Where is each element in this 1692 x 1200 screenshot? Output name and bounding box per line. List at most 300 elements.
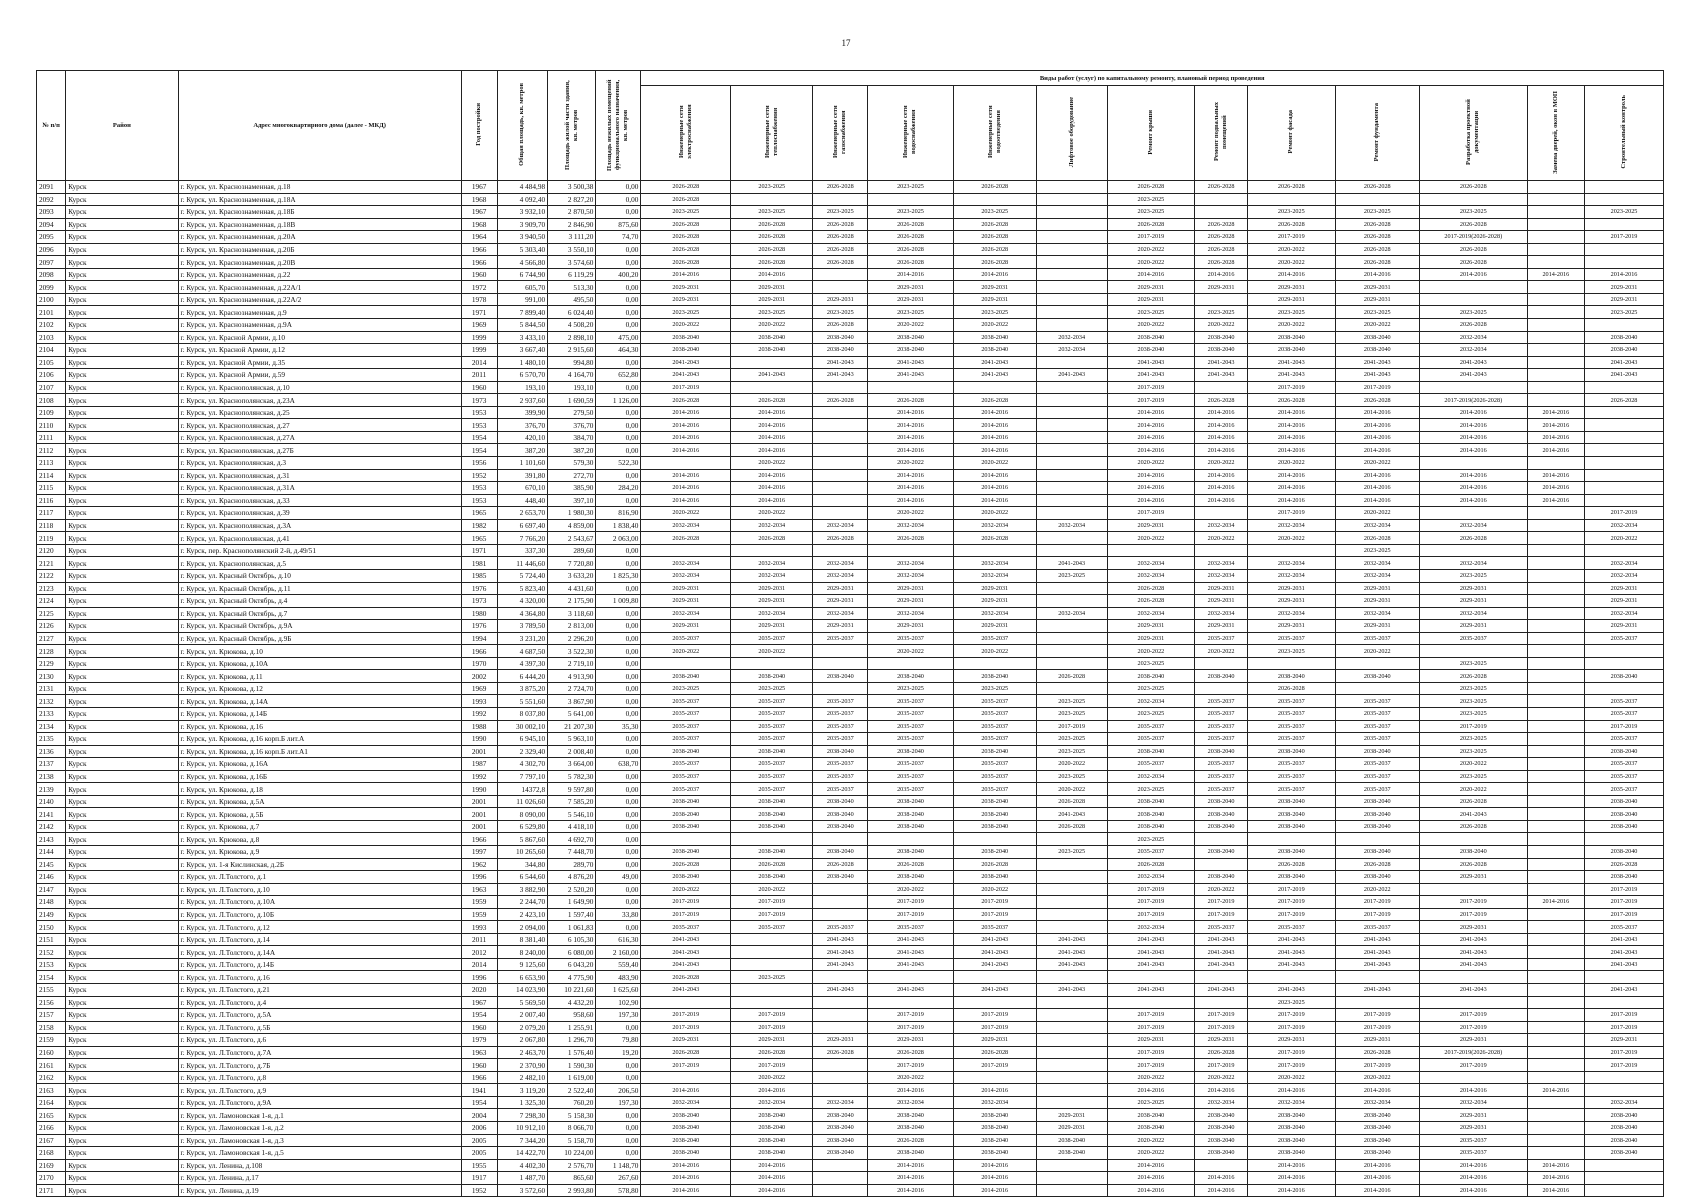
cell-year: 1953: [461, 482, 497, 495]
cell-year: 1968: [461, 218, 497, 231]
cell-living-area: 5 641,00: [548, 707, 596, 720]
cell-work-period: 2038-2040: [731, 745, 813, 758]
cell-work-period: 2029-2031: [1335, 293, 1419, 306]
cell-work-period: 2035-2037: [1195, 733, 1248, 746]
cell-work-period: [1527, 381, 1584, 394]
cell-work-period: 2023-2025: [1107, 833, 1195, 846]
cell-total-area: 5 844,50: [497, 319, 548, 332]
cell-no: 2153: [37, 958, 66, 971]
cell-work-period: [1036, 544, 1107, 557]
cell-work-period: 2017-2019: [1247, 1009, 1335, 1022]
cell-year: 1959: [461, 908, 497, 921]
cell-work-period: 2020-2022: [1195, 319, 1248, 332]
cell-work-period: 2017-2019: [1419, 896, 1527, 909]
table-row: [37, 971, 1664, 984]
cell-work-period: 2017-2019: [641, 1021, 731, 1034]
cell-work-period: [1036, 507, 1107, 520]
cell-work-period: 2029-2031: [868, 595, 953, 608]
cell-district: Курск: [66, 193, 178, 206]
cell-work-period: 2038-2040: [1585, 1134, 1664, 1147]
cell-work-period: [1527, 256, 1584, 269]
cell-total-area: 6 570,70: [497, 369, 548, 382]
cell-work-period: 2035-2037: [953, 770, 1036, 783]
cell-nonres-area: 0,00: [596, 620, 641, 633]
cell-work-period: 2035-2037: [1195, 921, 1248, 934]
table-row: [37, 482, 1664, 495]
cell-work-period: 2020-2022: [1247, 532, 1335, 545]
cell-work-period: [1036, 193, 1107, 206]
cell-work-period: [1335, 657, 1419, 670]
cell-work-period: 2038-2040: [1335, 871, 1419, 884]
cell-work-period: [1036, 457, 1107, 470]
cell-work-period: 2029-2031: [1107, 281, 1195, 294]
cell-work-period: 2017-2019: [1419, 1021, 1527, 1034]
cell-work-period: 2029-2031: [1107, 632, 1195, 645]
cell-work-period: [813, 645, 868, 658]
cell-work-period: 2038-2040: [641, 331, 731, 344]
cell-address: г. Курск, ул. Крюкова, д.8: [178, 833, 461, 846]
cell-work-period: 2038-2040: [731, 1122, 813, 1135]
cell-work-period: 2032-2034: [1107, 695, 1195, 708]
cell-work-period: 2038-2040: [1195, 795, 1248, 808]
cell-nonres-area: 197,30: [596, 1096, 641, 1109]
cell-address: г. Курск, ул. Ленина, д.19: [178, 1184, 461, 1197]
cell-address: г. Курск, ул. Краснополянская, д.3А: [178, 519, 461, 532]
cell-work-period: 2029-2031: [1247, 582, 1335, 595]
cell-work-period: 2014-2016: [868, 1184, 953, 1197]
cell-work-period: [1036, 858, 1107, 871]
cell-work-period: 2017-2019: [1585, 720, 1664, 733]
cell-district: Курск: [66, 1009, 178, 1022]
cell-no: 2136: [37, 745, 66, 758]
cell-work-period: 2041-2043: [1036, 369, 1107, 382]
cell-work-period: 2041-2043: [1247, 356, 1335, 369]
cell-work-period: [953, 971, 1036, 984]
cell-work-period: 2029-2031: [731, 293, 813, 306]
cell-work-period: 2035-2037: [1195, 707, 1248, 720]
cell-work-period: 2026-2028: [1585, 394, 1664, 407]
cell-work-period: 2032-2034: [1107, 557, 1195, 570]
cell-total-area: 3 119,20: [497, 1084, 548, 1097]
cell-year: 1980: [461, 607, 497, 620]
cell-work-period: 2026-2028: [813, 243, 868, 256]
cell-year: 1966: [461, 1071, 497, 1084]
cell-work-period: 2014-2016: [868, 419, 953, 432]
cell-work-period: [868, 833, 953, 846]
cell-work-period: 2020-2022: [868, 645, 953, 658]
cell-work-period: 2014-2016: [953, 482, 1036, 495]
cell-year: 2011: [461, 369, 497, 382]
cell-work-period: 2038-2040: [1107, 1122, 1195, 1135]
cell-work-period: [1527, 1071, 1584, 1084]
cell-work-period: [1195, 507, 1248, 520]
cell-work-period: 2029-2031: [868, 582, 953, 595]
cell-work-period: [1527, 1096, 1584, 1109]
cell-work-period: 2023-2025: [641, 682, 731, 695]
cell-work-period: 2026-2028: [1036, 820, 1107, 833]
cell-work-period: [1527, 958, 1584, 971]
cell-work-period: 2017-2019: [1247, 908, 1335, 921]
cell-address: г. Курск, ул. Крюкова, д.14А: [178, 695, 461, 708]
cell-living-area: 397,10: [548, 494, 596, 507]
cell-work-period: 2035-2037: [813, 707, 868, 720]
cell-total-area: 6 544,60: [497, 871, 548, 884]
cell-work-period: 2041-2043: [1335, 984, 1419, 997]
cell-work-period: 2017-2019: [953, 1009, 1036, 1022]
cell-no: 2165: [37, 1109, 66, 1122]
table-row: [37, 331, 1664, 344]
cell-work-period: 2041-2043: [641, 946, 731, 959]
cell-work-period: 2023-2025: [1419, 733, 1527, 746]
cell-work-period: [731, 958, 813, 971]
cell-work-period: 2032-2034: [1195, 607, 1248, 620]
col-header-no: № п/п: [37, 71, 66, 181]
cell-work-period: 2038-2040: [1107, 808, 1195, 821]
cell-work-period: 2035-2037: [731, 707, 813, 720]
cell-total-area: 4 566,80: [497, 256, 548, 269]
cell-work-period: [1195, 381, 1248, 394]
cell-work-period: 2023-2025: [1585, 206, 1664, 219]
table-row: [37, 1021, 1664, 1034]
cell-work-period: [813, 1159, 868, 1172]
cell-nonres-area: 616,30: [596, 933, 641, 946]
cell-work-period: 2014-2016: [1247, 469, 1335, 482]
cell-work-period: [1527, 1134, 1584, 1147]
cell-work-period: 2014-2016: [641, 268, 731, 281]
cell-no: 2144: [37, 845, 66, 858]
cell-work-period: 2041-2043: [1585, 356, 1664, 369]
cell-work-period: 2029-2031: [641, 620, 731, 633]
cell-no: 2110: [37, 419, 66, 432]
cell-work-period: [1527, 218, 1584, 231]
cell-work-period: 2041-2043: [953, 356, 1036, 369]
cell-work-period: 2032-2034: [1195, 519, 1248, 532]
cell-work-period: 2017-2019: [1247, 1021, 1335, 1034]
cell-no: 2116: [37, 494, 66, 507]
cell-total-area: 14 023,90: [497, 984, 548, 997]
cell-work-period: 2014-2016: [1247, 1172, 1335, 1185]
cell-work-period: 2035-2037: [1195, 770, 1248, 783]
cell-no: 2121: [37, 557, 66, 570]
cell-no: 2092: [37, 193, 66, 206]
cell-work-period: 2041-2043: [1247, 369, 1335, 382]
cell-nonres-area: 49,00: [596, 871, 641, 884]
cell-work-period: 2014-2016: [1527, 431, 1584, 444]
cell-work-period: 2020-2022: [1195, 532, 1248, 545]
cell-work-period: 2038-2040: [641, 745, 731, 758]
cell-work-period: 2014-2016: [868, 431, 953, 444]
table-row: [37, 1159, 1664, 1172]
cell-work-period: 2035-2037: [1195, 783, 1248, 796]
table-row: [37, 833, 1664, 846]
cell-work-period: 2014-2016: [953, 1184, 1036, 1197]
cell-work-period: 2017-2019: [1585, 231, 1664, 244]
cell-work-period: 2032-2034: [1107, 770, 1195, 783]
cell-work-period: 2023-2025: [1247, 645, 1335, 658]
table-row: [37, 231, 1664, 244]
cell-work-period: 2023-2025: [731, 181, 813, 194]
cell-address: г. Курск, ул. Краснополянская, д.23А: [178, 394, 461, 407]
cell-work-period: 2023-2025: [1335, 544, 1419, 557]
cell-work-period: 2035-2037: [1195, 632, 1248, 645]
cell-work-period: [1527, 984, 1584, 997]
cell-work-period: 2041-2043: [1036, 808, 1107, 821]
cell-work-period: 2035-2037: [868, 733, 953, 746]
cell-work-period: 2038-2040: [1195, 745, 1248, 758]
cell-total-area: 2 370,90: [497, 1059, 548, 1072]
cell-total-area: 2 653,70: [497, 507, 548, 520]
cell-address: г. Курск, ул. Л.Толстого, д.14Б: [178, 958, 461, 971]
cell-work-period: 2035-2037: [953, 707, 1036, 720]
cell-living-area: 2 719,10: [548, 657, 596, 670]
table-row: [37, 996, 1664, 1009]
cell-year: 2001: [461, 795, 497, 808]
cell-work-period: [1036, 632, 1107, 645]
cell-address: г. Курск, ул. Красный Октябрь, д.11: [178, 582, 461, 595]
cell-total-area: 376,70: [497, 419, 548, 432]
cell-nonres-area: 1 009,80: [596, 595, 641, 608]
cell-work-period: 2023-2025: [868, 682, 953, 695]
cell-work-period: 2020-2022: [1335, 645, 1419, 658]
cell-total-area: 10 912,10: [497, 1122, 548, 1135]
cell-living-area: 3 111,20: [548, 231, 596, 244]
table-row: [37, 733, 1664, 746]
cell-work-period: 2020-2022: [1107, 1147, 1195, 1160]
cell-work-period: 2029-2031: [1419, 620, 1527, 633]
table-row: [37, 933, 1664, 946]
cell-work-period: 2035-2037: [953, 758, 1036, 771]
cell-work-period: 2014-2016: [641, 482, 731, 495]
cell-work-period: [1527, 1046, 1584, 1059]
cell-work-period: [1527, 344, 1584, 357]
cell-work-period: 2014-2016: [1247, 482, 1335, 495]
cell-no: 2166: [37, 1122, 66, 1135]
cell-work-period: [1036, 896, 1107, 909]
cell-total-area: 3 875,20: [497, 682, 548, 695]
cell-work-period: 2017-2019: [1195, 1021, 1248, 1034]
table-row: [37, 1046, 1664, 1059]
cell-work-period: [1527, 883, 1584, 896]
cell-work-period: 2014-2016: [1335, 469, 1419, 482]
cell-address: г. Курск, ул. Л.Толстого, д.5Б: [178, 1021, 461, 1034]
cell-no: 2107: [37, 381, 66, 394]
cell-total-area: 1 487,70: [497, 1172, 548, 1185]
cell-work-period: [1036, 532, 1107, 545]
cell-work-period: [1247, 971, 1335, 984]
cell-district: Курск: [66, 181, 178, 194]
cell-work-period: [1335, 682, 1419, 695]
cell-nonres-area: 0,00: [596, 808, 641, 821]
cell-work-period: 2023-2025: [1419, 306, 1527, 319]
cell-work-period: [1527, 632, 1584, 645]
cell-living-area: 2 520,20: [548, 883, 596, 896]
cell-work-period: 2029-2031: [1335, 281, 1419, 294]
cell-work-period: 2017-2019: [1195, 908, 1248, 921]
cell-work-period: 2014-2016: [1247, 494, 1335, 507]
cell-work-period: 2017-2019: [1585, 1046, 1664, 1059]
cell-work-period: [1419, 833, 1527, 846]
cell-district: Курск: [66, 620, 178, 633]
cell-work-period: 2026-2028: [1335, 231, 1419, 244]
cell-work-period: [1585, 494, 1664, 507]
cell-total-area: 2 007,40: [497, 1009, 548, 1022]
cell-district: Курск: [66, 482, 178, 495]
cell-work-period: [1527, 1021, 1584, 1034]
cell-work-period: [1527, 193, 1584, 206]
cell-work-period: [1335, 833, 1419, 846]
cell-district: Курск: [66, 469, 178, 482]
cell-work-period: 2020-2022: [1107, 256, 1195, 269]
cell-work-period: 2026-2028: [1195, 181, 1248, 194]
cell-work-period: 2014-2016: [1107, 268, 1195, 281]
cell-work-period: 2023-2025: [1419, 770, 1527, 783]
cell-work-period: [1527, 1009, 1584, 1022]
cell-work-period: [1036, 306, 1107, 319]
cell-living-area: 3 500,38: [548, 181, 596, 194]
cell-work-period: 2038-2040: [1335, 670, 1419, 683]
cell-work-period: [1335, 193, 1419, 206]
cell-year: 1994: [461, 632, 497, 645]
cell-work-period: 2017-2019: [1107, 381, 1195, 394]
cell-year: 1966: [461, 833, 497, 846]
cell-work-period: 2017-2019: [1107, 883, 1195, 896]
cell-work-period: 2017-2019: [1585, 1059, 1664, 1072]
cell-work-period: 2020-2022: [868, 1071, 953, 1084]
cell-total-area: 2 482,10: [497, 1071, 548, 1084]
cell-year: 1960: [461, 1021, 497, 1034]
cell-work-period: [1527, 858, 1584, 871]
cell-address: г. Курск, ул. Л.Толстого, д.10А: [178, 896, 461, 909]
cell-district: Курск: [66, 394, 178, 407]
cell-work-period: 2023-2025: [868, 306, 953, 319]
cell-work-period: 2026-2028: [1195, 218, 1248, 231]
cell-work-period: [1527, 595, 1584, 608]
cell-work-period: 2029-2031: [1335, 1034, 1419, 1047]
cell-work-period: 2029-2031: [641, 595, 731, 608]
cell-work-period: 2023-2025: [1247, 206, 1335, 219]
cell-work-period: 2038-2040: [1335, 745, 1419, 758]
cell-address: г. Курск, ул. Л.Толстого, д.7Б: [178, 1059, 461, 1072]
cell-no: 2142: [37, 820, 66, 833]
cell-living-area: 3 574,60: [548, 256, 596, 269]
table-row: [37, 206, 1664, 219]
cell-work-period: 2017-2019: [1419, 1059, 1527, 1072]
cell-work-period: 2032-2034: [1585, 519, 1664, 532]
cell-work-period: 2032-2034: [813, 607, 868, 620]
cell-work-period: 2020-2022: [1195, 883, 1248, 896]
table-row: [37, 645, 1664, 658]
cell-work-period: 2038-2040: [868, 808, 953, 821]
cell-total-area: 2 423,10: [497, 908, 548, 921]
cell-district: Курск: [66, 218, 178, 231]
cell-work-period: 2029-2031: [1247, 620, 1335, 633]
cell-work-period: 2014-2016: [868, 268, 953, 281]
cell-work-period: 2017-2019: [641, 1009, 731, 1022]
cell-work-period: [1036, 419, 1107, 432]
cell-no: 2122: [37, 569, 66, 582]
cell-work-period: 2038-2040: [1335, 1122, 1419, 1135]
cell-work-period: [1247, 544, 1335, 557]
cell-work-period: 2035-2037: [813, 720, 868, 733]
cell-work-period: 2041-2043: [1107, 356, 1195, 369]
cell-work-period: 2014-2016: [641, 1084, 731, 1097]
cell-work-period: 2023-2025: [1107, 783, 1195, 796]
cell-no: 2163: [37, 1084, 66, 1097]
cell-work-period: [1585, 1159, 1664, 1172]
cell-district: Курск: [66, 720, 178, 733]
cell-work-period: 2023-2025: [1036, 707, 1107, 720]
cell-address: г. Курск, ул. Л.Толстого, д.8: [178, 1071, 461, 1084]
cell-living-area: 1 619,00: [548, 1071, 596, 1084]
cell-work-period: 2014-2016: [1195, 469, 1248, 482]
cell-nonres-area: 284,20: [596, 482, 641, 495]
cell-work-period: 2038-2040: [1585, 1109, 1664, 1122]
table-row: [37, 770, 1664, 783]
cell-work-period: 2014-2016: [1419, 482, 1527, 495]
col-header-nonres-area: Площадь нежилых помещений функционального назначения, кв. метров: [596, 71, 641, 181]
cell-total-area: 6 529,80: [497, 820, 548, 833]
cell-work-period: 2029-2031: [868, 281, 953, 294]
cell-total-area: 30 002,10: [497, 720, 548, 733]
cell-district: Курск: [66, 331, 178, 344]
cell-work-period: [1419, 996, 1527, 1009]
cell-year: 2005: [461, 1147, 497, 1160]
cell-work-period: [1527, 620, 1584, 633]
cell-year: 2002: [461, 670, 497, 683]
cell-work-period: 2041-2043: [1107, 369, 1195, 382]
cell-total-area: 4 402,30: [497, 1159, 548, 1172]
cell-total-area: 8 381,40: [497, 933, 548, 946]
cell-address: г. Курск, ул. Краснополянская, д.25: [178, 406, 461, 419]
cell-district: Курск: [66, 783, 178, 796]
cell-no: 2093: [37, 206, 66, 219]
page-number: 17: [841, 38, 851, 48]
cell-no: 2101: [37, 306, 66, 319]
table-row: [37, 620, 1664, 633]
cell-nonres-area: 0,00: [596, 645, 641, 658]
cell-no: 2149: [37, 908, 66, 921]
cell-work-period: [1036, 381, 1107, 394]
cell-work-period: 2032-2034: [1036, 331, 1107, 344]
cell-work-period: [731, 946, 813, 959]
cell-living-area: 8 066,70: [548, 1122, 596, 1135]
cell-living-area: 3 633,20: [548, 569, 596, 582]
cell-work-period: 2032-2034: [1585, 557, 1664, 570]
cell-work-period: 2032-2034: [1585, 607, 1664, 620]
cell-nonres-area: 0,00: [596, 1109, 641, 1122]
cell-nonres-area: 0,00: [596, 607, 641, 620]
cell-nonres-area: 0,00: [596, 494, 641, 507]
cell-work-period: 2014-2016: [1195, 1084, 1248, 1097]
cell-work-period: 2014-2016: [868, 469, 953, 482]
cell-work-period: [1036, 231, 1107, 244]
cell-work-period: [1527, 319, 1584, 332]
cell-living-area: 2 915,60: [548, 344, 596, 357]
cell-total-area: 6 945,10: [497, 733, 548, 746]
cell-work-period: 2017-2019: [1585, 1021, 1664, 1034]
cell-living-area: 4 508,20: [548, 319, 596, 332]
cell-living-area: 376,70: [548, 419, 596, 432]
cell-work-period: 2026-2028: [1335, 256, 1419, 269]
cell-district: Курск: [66, 795, 178, 808]
cell-work-period: 2014-2016: [1107, 469, 1195, 482]
cell-work-period: [953, 1071, 1036, 1084]
cell-living-area: 865,60: [548, 1172, 596, 1185]
cell-work-period: 2035-2037: [641, 720, 731, 733]
cell-district: Курск: [66, 1122, 178, 1135]
cell-work-period: 2014-2016: [641, 1172, 731, 1185]
col-header-work-2: Инженерные сети газоснабжения: [813, 86, 868, 181]
